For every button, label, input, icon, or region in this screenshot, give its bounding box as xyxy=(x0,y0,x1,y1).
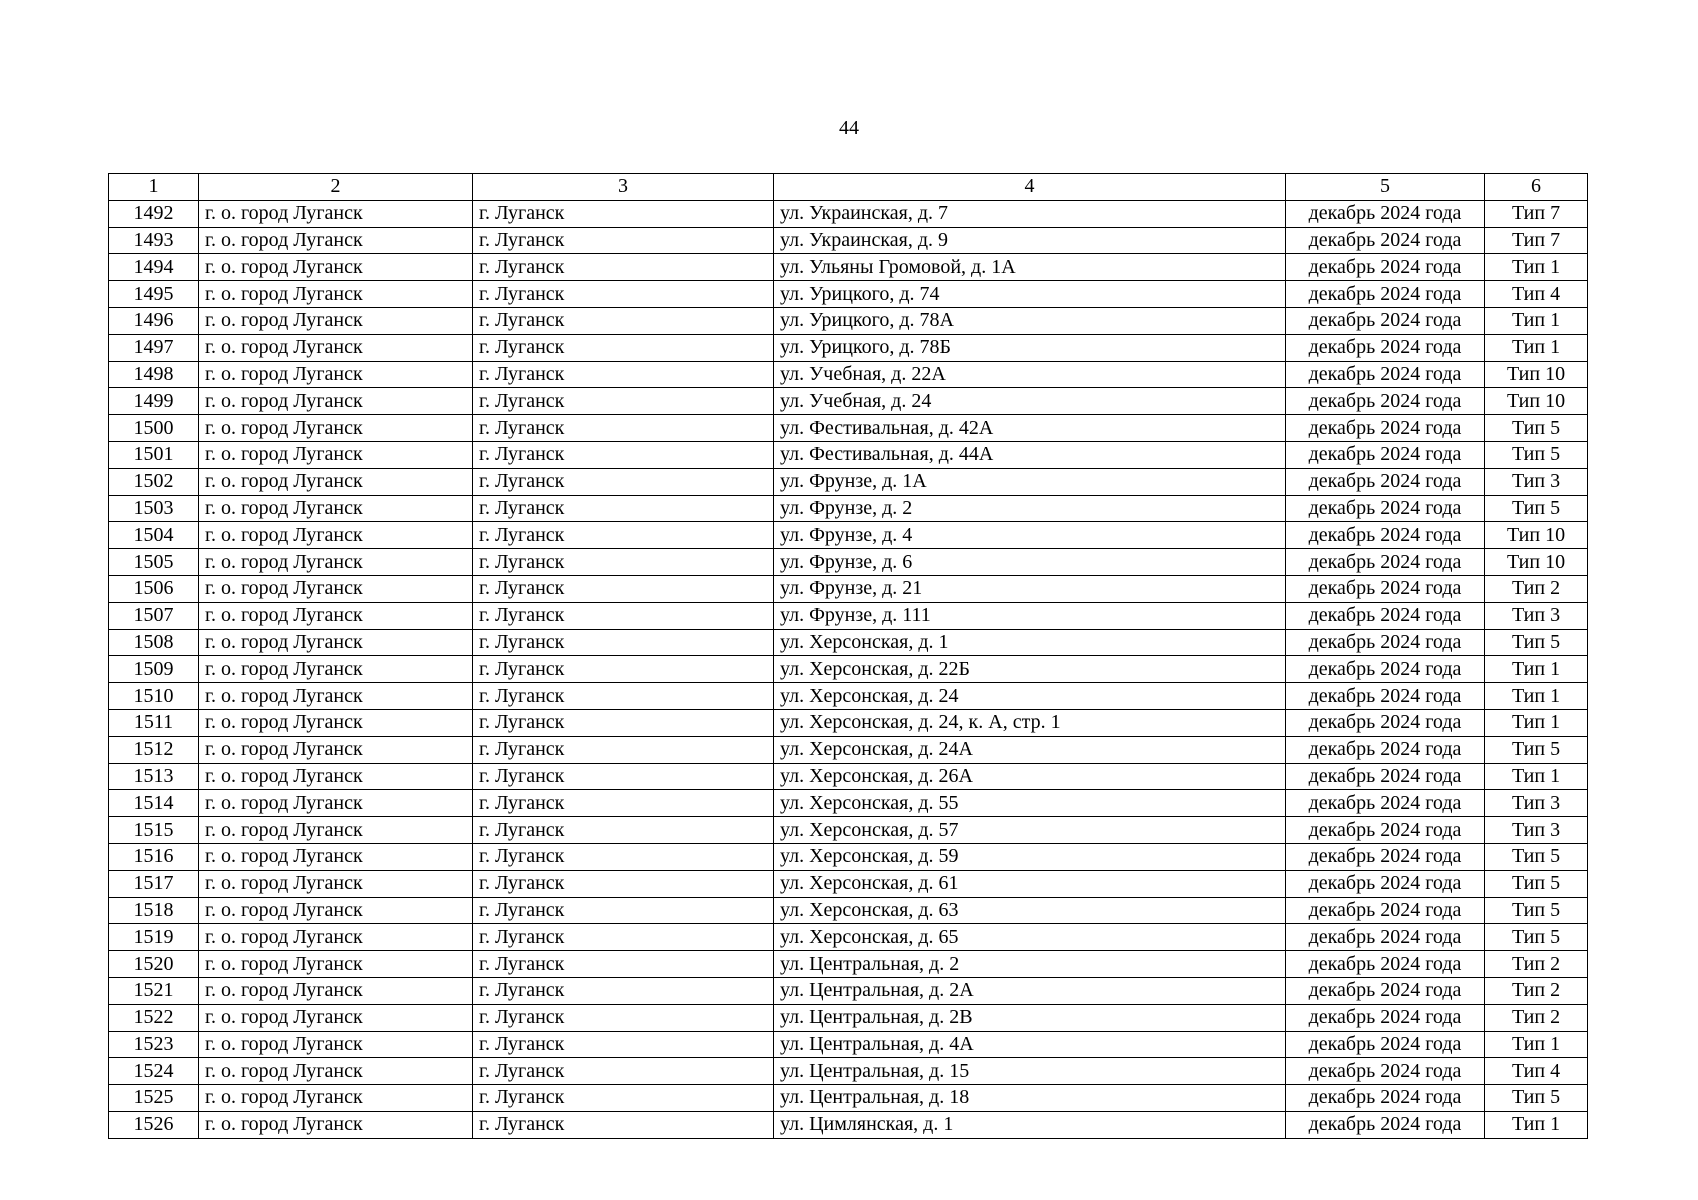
table-row xyxy=(109,602,1588,629)
cell-municipality: г. о. город Луганск xyxy=(199,361,473,388)
cell-number: 1516 xyxy=(109,843,199,870)
cell-period: декабрь 2024 года xyxy=(1286,1111,1485,1138)
cell-type: Тип 5 xyxy=(1485,441,1588,468)
cell-period: декабрь 2024 года xyxy=(1286,1004,1485,1031)
cell-address: ул. Херсонская, д. 59 xyxy=(774,843,1286,870)
cell-period: декабрь 2024 года xyxy=(1286,441,1485,468)
cell-address: ул. Фрунзе, д. 6 xyxy=(774,549,1286,576)
cell-locality: г. Луганск xyxy=(473,1031,774,1058)
cell-period: декабрь 2024 года xyxy=(1286,522,1485,549)
table-row xyxy=(109,334,1588,361)
cell-locality: г. Луганск xyxy=(473,1085,774,1112)
cell-municipality: г. о. город Луганск xyxy=(199,1004,473,1031)
cell-municipality: г. о. город Луганск xyxy=(199,1111,473,1138)
cell-locality: г. Луганск xyxy=(473,683,774,710)
table-row xyxy=(109,843,1588,870)
cell-municipality: г. о. город Луганск xyxy=(199,924,473,951)
cell-number: 1493 xyxy=(109,227,199,254)
cell-type: Тип 7 xyxy=(1485,200,1588,227)
cell-municipality: г. о. город Луганск xyxy=(199,281,473,308)
cell-address: ул. Херсонская, д. 57 xyxy=(774,817,1286,844)
cell-address: ул. Фрунзе, д. 21 xyxy=(774,575,1286,602)
table-row xyxy=(109,441,1588,468)
cell-number: 1506 xyxy=(109,575,199,602)
cell-type: Тип 1 xyxy=(1485,763,1588,790)
cell-number: 1521 xyxy=(109,977,199,1004)
cell-locality: г. Луганск xyxy=(473,227,774,254)
cell-period: декабрь 2024 года xyxy=(1286,1058,1485,1085)
table-body xyxy=(109,200,1588,1138)
cell-municipality: г. о. город Луганск xyxy=(199,843,473,870)
table-header xyxy=(109,174,1588,201)
table-row xyxy=(109,1004,1588,1031)
cell-number: 1503 xyxy=(109,495,199,522)
cell-municipality: г. о. город Луганск xyxy=(199,683,473,710)
table-row xyxy=(109,870,1588,897)
cell-locality: г. Луганск xyxy=(473,468,774,495)
cell-locality: г. Луганск xyxy=(473,924,774,951)
cell-type: Тип 4 xyxy=(1485,1058,1588,1085)
cell-municipality: г. о. город Луганск xyxy=(199,763,473,790)
cell-period: декабрь 2024 года xyxy=(1286,843,1485,870)
table-row xyxy=(109,388,1588,415)
cell-period: декабрь 2024 года xyxy=(1286,736,1485,763)
cell-locality: г. Луганск xyxy=(473,790,774,817)
cell-address: ул. Фестивальная, д. 42А xyxy=(774,415,1286,442)
cell-locality: г. Луганск xyxy=(473,334,774,361)
cell-locality: г. Луганск xyxy=(473,897,774,924)
cell-number: 1510 xyxy=(109,683,199,710)
cell-locality: г. Луганск xyxy=(473,1004,774,1031)
cell-number: 1508 xyxy=(109,629,199,656)
cell-type: Тип 5 xyxy=(1485,924,1588,951)
cell-type: Тип 5 xyxy=(1485,415,1588,442)
cell-period: декабрь 2024 года xyxy=(1286,817,1485,844)
cell-locality: г. Луганск xyxy=(473,441,774,468)
cell-address: ул. Центральная, д. 4А xyxy=(774,1031,1286,1058)
cell-locality: г. Луганск xyxy=(473,254,774,281)
cell-locality: г. Луганск xyxy=(473,870,774,897)
cell-number: 1512 xyxy=(109,736,199,763)
cell-period: декабрь 2024 года xyxy=(1286,1085,1485,1112)
cell-number: 1524 xyxy=(109,1058,199,1085)
table-row xyxy=(109,415,1588,442)
cell-period: декабрь 2024 года xyxy=(1286,495,1485,522)
cell-period: декабрь 2024 года xyxy=(1286,1031,1485,1058)
cell-number: 1520 xyxy=(109,951,199,978)
table-row xyxy=(109,817,1588,844)
cell-type: Тип 1 xyxy=(1485,1031,1588,1058)
cell-municipality: г. о. город Луганск xyxy=(199,575,473,602)
table-row xyxy=(109,763,1588,790)
cell-type: Тип 1 xyxy=(1485,254,1588,281)
cell-period: декабрь 2024 года xyxy=(1286,575,1485,602)
cell-locality: г. Луганск xyxy=(473,951,774,978)
cell-address: ул. Херсонская, д. 63 xyxy=(774,897,1286,924)
cell-locality: г. Луганск xyxy=(473,361,774,388)
cell-type: Тип 10 xyxy=(1485,522,1588,549)
cell-type: Тип 2 xyxy=(1485,977,1588,1004)
cell-number: 1496 xyxy=(109,307,199,334)
cell-type: Тип 5 xyxy=(1485,897,1588,924)
cell-municipality: г. о. город Луганск xyxy=(199,1031,473,1058)
table-row xyxy=(109,736,1588,763)
cell-address: ул. Фрунзе, д. 111 xyxy=(774,602,1286,629)
cell-type: Тип 1 xyxy=(1485,307,1588,334)
table-row xyxy=(109,522,1588,549)
cell-locality: г. Луганск xyxy=(473,817,774,844)
cell-number: 1518 xyxy=(109,897,199,924)
cell-locality: г. Луганск xyxy=(473,1058,774,1085)
cell-type: Тип 2 xyxy=(1485,951,1588,978)
cell-municipality: г. о. город Луганск xyxy=(199,388,473,415)
cell-period: декабрь 2024 года xyxy=(1286,656,1485,683)
cell-municipality: г. о. город Луганск xyxy=(199,656,473,683)
cell-municipality: г. о. город Луганск xyxy=(199,254,473,281)
cell-number: 1525 xyxy=(109,1085,199,1112)
cell-period: декабрь 2024 года xyxy=(1286,307,1485,334)
cell-period: декабрь 2024 года xyxy=(1286,227,1485,254)
cell-address: ул. Цимлянская, д. 1 xyxy=(774,1111,1286,1138)
cell-municipality: г. о. город Луганск xyxy=(199,736,473,763)
table-row xyxy=(109,549,1588,576)
table-row xyxy=(109,200,1588,227)
table-row xyxy=(109,683,1588,710)
cell-type: Тип 4 xyxy=(1485,281,1588,308)
cell-period: декабрь 2024 года xyxy=(1286,790,1485,817)
cell-municipality: г. о. город Луганск xyxy=(199,897,473,924)
column-header-address: 4 xyxy=(774,174,1286,201)
cell-address: ул. Херсонская, д. 61 xyxy=(774,870,1286,897)
cell-type: Тип 10 xyxy=(1485,388,1588,415)
cell-locality: г. Луганск xyxy=(473,281,774,308)
table-row xyxy=(109,575,1588,602)
cell-address: ул. Херсонская, д. 55 xyxy=(774,790,1286,817)
cell-address: ул. Фестивальная, д. 44А xyxy=(774,441,1286,468)
cell-locality: г. Луганск xyxy=(473,307,774,334)
cell-number: 1494 xyxy=(109,254,199,281)
cell-locality: г. Луганск xyxy=(473,575,774,602)
cell-municipality: г. о. город Луганск xyxy=(199,495,473,522)
table-row xyxy=(109,629,1588,656)
cell-locality: г. Луганск xyxy=(473,200,774,227)
registry-table xyxy=(108,173,1588,1139)
table-row xyxy=(109,790,1588,817)
column-header-type: 6 xyxy=(1485,174,1588,201)
cell-number: 1514 xyxy=(109,790,199,817)
cell-municipality: г. о. город Луганск xyxy=(199,441,473,468)
cell-period: декабрь 2024 года xyxy=(1286,897,1485,924)
table-row xyxy=(109,307,1588,334)
cell-number: 1523 xyxy=(109,1031,199,1058)
cell-number: 1519 xyxy=(109,924,199,951)
cell-address: ул. Учебная, д. 22А xyxy=(774,361,1286,388)
cell-number: 1509 xyxy=(109,656,199,683)
cell-municipality: г. о. город Луганск xyxy=(199,629,473,656)
table-row xyxy=(109,1058,1588,1085)
table-row xyxy=(109,1031,1588,1058)
cell-address: ул. Учебная, д. 24 xyxy=(774,388,1286,415)
cell-locality: г. Луганск xyxy=(473,763,774,790)
page-number: 44 xyxy=(839,117,859,139)
cell-locality: г. Луганск xyxy=(473,549,774,576)
cell-municipality: г. о. город Луганск xyxy=(199,227,473,254)
cell-municipality: г. о. город Луганск xyxy=(199,709,473,736)
cell-number: 1505 xyxy=(109,549,199,576)
cell-type: Тип 10 xyxy=(1485,549,1588,576)
table-row xyxy=(109,281,1588,308)
cell-type: Тип 5 xyxy=(1485,736,1588,763)
cell-number: 1499 xyxy=(109,388,199,415)
table-row xyxy=(109,468,1588,495)
cell-type: Тип 3 xyxy=(1485,468,1588,495)
cell-number: 1526 xyxy=(109,1111,199,1138)
cell-address: ул. Херсонская, д. 26А xyxy=(774,763,1286,790)
cell-type: Тип 5 xyxy=(1485,495,1588,522)
cell-locality: г. Луганск xyxy=(473,736,774,763)
table-row xyxy=(109,656,1588,683)
cell-number: 1501 xyxy=(109,441,199,468)
cell-period: декабрь 2024 года xyxy=(1286,870,1485,897)
cell-municipality: г. о. город Луганск xyxy=(199,977,473,1004)
table-row xyxy=(109,977,1588,1004)
cell-number: 1504 xyxy=(109,522,199,549)
column-header-number: 1 xyxy=(109,174,199,201)
cell-municipality: г. о. город Луганск xyxy=(199,307,473,334)
table-row xyxy=(109,227,1588,254)
cell-locality: г. Луганск xyxy=(473,602,774,629)
cell-period: декабрь 2024 года xyxy=(1286,924,1485,951)
cell-type: Тип 1 xyxy=(1485,709,1588,736)
cell-period: декабрь 2024 года xyxy=(1286,977,1485,1004)
cell-address: ул. Украинская, д. 7 xyxy=(774,200,1286,227)
table-row xyxy=(109,709,1588,736)
cell-number: 1497 xyxy=(109,334,199,361)
cell-type: Тип 10 xyxy=(1485,361,1588,388)
cell-locality: г. Луганск xyxy=(473,656,774,683)
cell-address: ул. Украинская, д. 9 xyxy=(774,227,1286,254)
table-row xyxy=(109,924,1588,951)
cell-period: декабрь 2024 года xyxy=(1286,468,1485,495)
cell-period: декабрь 2024 года xyxy=(1286,629,1485,656)
cell-period: декабрь 2024 года xyxy=(1286,361,1485,388)
cell-period: декабрь 2024 года xyxy=(1286,281,1485,308)
cell-type: Тип 2 xyxy=(1485,1004,1588,1031)
cell-period: декабрь 2024 года xyxy=(1286,683,1485,710)
table-row xyxy=(109,1085,1588,1112)
cell-municipality: г. о. город Луганск xyxy=(199,468,473,495)
column-header-period: 5 xyxy=(1286,174,1485,201)
cell-type: Тип 5 xyxy=(1485,870,1588,897)
cell-address: ул. Херсонская, д. 24, к. А, стр. 1 xyxy=(774,709,1286,736)
cell-municipality: г. о. город Луганск xyxy=(199,1058,473,1085)
cell-locality: г. Луганск xyxy=(473,522,774,549)
table-row xyxy=(109,1111,1588,1138)
cell-number: 1495 xyxy=(109,281,199,308)
column-header-locality: 3 xyxy=(473,174,774,201)
cell-period: декабрь 2024 года xyxy=(1286,602,1485,629)
cell-period: декабрь 2024 года xyxy=(1286,388,1485,415)
cell-municipality: г. о. город Луганск xyxy=(199,415,473,442)
cell-locality: г. Луганск xyxy=(473,415,774,442)
cell-type: Тип 2 xyxy=(1485,575,1588,602)
cell-municipality: г. о. город Луганск xyxy=(199,522,473,549)
cell-address: ул. Фрунзе, д. 1А xyxy=(774,468,1286,495)
cell-number: 1507 xyxy=(109,602,199,629)
cell-address: ул. Херсонская, д. 24 xyxy=(774,683,1286,710)
cell-municipality: г. о. город Луганск xyxy=(199,817,473,844)
cell-number: 1511 xyxy=(109,709,199,736)
cell-locality: г. Луганск xyxy=(473,843,774,870)
cell-locality: г. Луганск xyxy=(473,629,774,656)
cell-locality: г. Луганск xyxy=(473,1111,774,1138)
cell-number: 1517 xyxy=(109,870,199,897)
cell-address: ул. Центральная, д. 18 xyxy=(774,1085,1286,1112)
cell-municipality: г. о. город Луганск xyxy=(199,1085,473,1112)
cell-number: 1513 xyxy=(109,763,199,790)
cell-period: декабрь 2024 года xyxy=(1286,200,1485,227)
cell-number: 1498 xyxy=(109,361,199,388)
cell-locality: г. Луганск xyxy=(473,977,774,1004)
table-row xyxy=(109,361,1588,388)
cell-number: 1492 xyxy=(109,200,199,227)
cell-type: Тип 1 xyxy=(1485,683,1588,710)
cell-type: Тип 5 xyxy=(1485,1085,1588,1112)
cell-municipality: г. о. город Луганск xyxy=(199,200,473,227)
cell-period: декабрь 2024 года xyxy=(1286,763,1485,790)
cell-locality: г. Луганск xyxy=(473,495,774,522)
column-header-municipality: 2 xyxy=(199,174,473,201)
cell-locality: г. Луганск xyxy=(473,709,774,736)
cell-type: Тип 5 xyxy=(1485,629,1588,656)
cell-address: ул. Центральная, д. 15 xyxy=(774,1058,1286,1085)
cell-number: 1515 xyxy=(109,817,199,844)
cell-type: Тип 5 xyxy=(1485,843,1588,870)
cell-address: ул. Центральная, д. 2 xyxy=(774,951,1286,978)
header-row xyxy=(109,174,1588,201)
cell-address: ул. Урицкого, д. 74 xyxy=(774,281,1286,308)
cell-locality: г. Луганск xyxy=(473,388,774,415)
table-row xyxy=(109,254,1588,281)
cell-address: ул. Центральная, д. 2А xyxy=(774,977,1286,1004)
cell-period: декабрь 2024 года xyxy=(1286,709,1485,736)
cell-address: ул. Херсонская, д. 22Б xyxy=(774,656,1286,683)
cell-municipality: г. о. город Луганск xyxy=(199,870,473,897)
cell-address: ул. Урицкого, д. 78А xyxy=(774,307,1286,334)
cell-type: Тип 7 xyxy=(1485,227,1588,254)
cell-municipality: г. о. город Луганск xyxy=(199,951,473,978)
cell-period: декабрь 2024 года xyxy=(1286,415,1485,442)
cell-address: ул. Центральная, д. 2В xyxy=(774,1004,1286,1031)
cell-period: декабрь 2024 года xyxy=(1286,254,1485,281)
cell-period: декабрь 2024 года xyxy=(1286,951,1485,978)
table-row xyxy=(109,897,1588,924)
cell-address: ул. Херсонская, д. 24А xyxy=(774,736,1286,763)
cell-period: декабрь 2024 года xyxy=(1286,334,1485,361)
cell-address: ул. Херсонская, д. 1 xyxy=(774,629,1286,656)
table-row xyxy=(109,495,1588,522)
cell-address: ул. Ульяны Громовой, д. 1А xyxy=(774,254,1286,281)
cell-number: 1502 xyxy=(109,468,199,495)
cell-number: 1522 xyxy=(109,1004,199,1031)
table-row xyxy=(109,951,1588,978)
cell-type: Тип 1 xyxy=(1485,656,1588,683)
cell-type: Тип 1 xyxy=(1485,1111,1588,1138)
cell-municipality: г. о. город Луганск xyxy=(199,602,473,629)
cell-period: декабрь 2024 года xyxy=(1286,549,1485,576)
cell-address: ул. Урицкого, д. 78Б xyxy=(774,334,1286,361)
cell-type: Тип 3 xyxy=(1485,790,1588,817)
cell-number: 1500 xyxy=(109,415,199,442)
cell-municipality: г. о. город Луганск xyxy=(199,549,473,576)
cell-municipality: г. о. город Луганск xyxy=(199,790,473,817)
cell-type: Тип 3 xyxy=(1485,602,1588,629)
cell-address: ул. Фрунзе, д. 4 xyxy=(774,522,1286,549)
cell-type: Тип 3 xyxy=(1485,817,1588,844)
cell-type: Тип 1 xyxy=(1485,334,1588,361)
cell-address: ул. Фрунзе, д. 2 xyxy=(774,495,1286,522)
cell-address: ул. Херсонская, д. 65 xyxy=(774,924,1286,951)
cell-municipality: г. о. город Луганск xyxy=(199,334,473,361)
